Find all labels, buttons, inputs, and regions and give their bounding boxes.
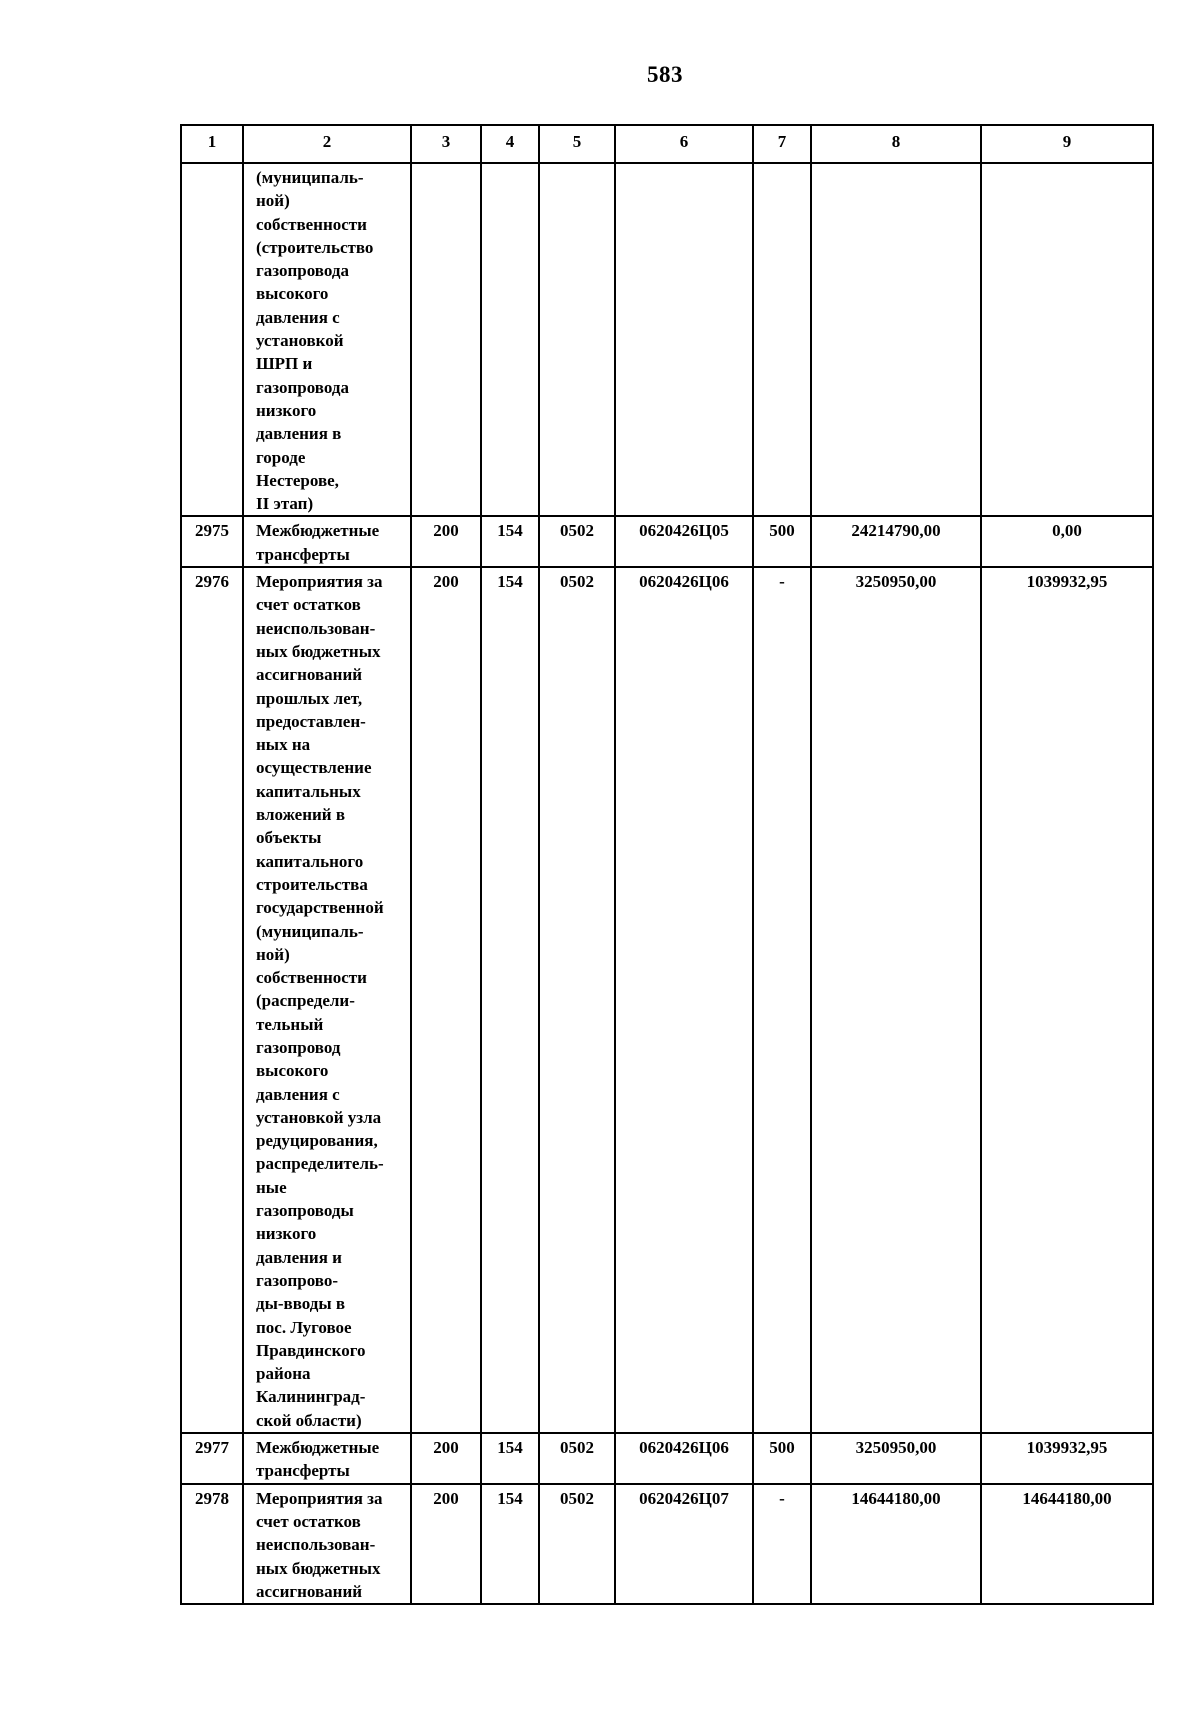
- table-header-row: [181, 125, 1153, 163]
- column-header: 6: [615, 125, 753, 163]
- table-row: [181, 567, 1153, 1433]
- cell-col4: 154: [481, 516, 539, 567]
- cell-col4: 154: [481, 567, 539, 1433]
- cell-col9: 1039932,95: [981, 567, 1153, 1433]
- cell-col5: 0502: [539, 1484, 615, 1604]
- cell-col7: [753, 163, 811, 516]
- table-row: [181, 1433, 1153, 1484]
- cell-col8: 3250950,00: [811, 567, 981, 1433]
- cell-col5: [539, 163, 615, 516]
- cell-col5: 0502: [539, 1433, 615, 1484]
- row-description: Межбюджетные трансферты: [243, 516, 411, 567]
- cell-col3: [411, 163, 481, 516]
- row-number: 2975: [181, 516, 243, 567]
- column-header: 3: [411, 125, 481, 163]
- row-number: [181, 163, 243, 516]
- cell-col8: [811, 163, 981, 516]
- column-header: 1: [181, 125, 243, 163]
- cell-col4: 154: [481, 1484, 539, 1604]
- row-description: (муниципаль- ной) собственности (строительство газопровода высокого давления с установкой ШРП и газопровода низкого давления в городе Нестерове, II этап): [243, 163, 411, 516]
- cell-col8: 3250950,00: [811, 1433, 981, 1484]
- cell-col5: 0502: [539, 516, 615, 567]
- cell-col6: 0620426Ц07: [615, 1484, 753, 1604]
- table-row: [181, 163, 1153, 516]
- column-header: 2: [243, 125, 411, 163]
- page-number: 583: [647, 62, 683, 87]
- cell-col3: 200: [411, 1484, 481, 1604]
- cell-col8: 14644180,00: [811, 1484, 981, 1604]
- row-description: Межбюджетные трансферты: [243, 1433, 411, 1484]
- table-row: [181, 1484, 1153, 1604]
- cell-col9: 0,00: [981, 516, 1153, 567]
- column-header: 7: [753, 125, 811, 163]
- cell-col9: [981, 163, 1153, 516]
- budget-table: [180, 124, 1154, 1605]
- row-description: Мероприятия за счет остатков неиспользован- ных бюджетных ассигнований прошлых лет, предоставлен- ных на осуществление капитальных вложений в объекты капитального строительства государственной (муниципаль- ной) собственности (распредели- тельный газопровод высокого давления с установкой узла редуцирования, распределитель- ные газопроводы низкого давления и газопрово- ды-вводы в пос. Луговое Правдинского района Калининград- ской области): [243, 567, 411, 1433]
- row-description: Мероприятия за счет остатков неиспользован- ных бюджетных ассигнований: [243, 1484, 411, 1604]
- column-header: 9: [981, 125, 1153, 163]
- cell-col8: 24214790,00: [811, 516, 981, 567]
- cell-col7: 500: [753, 1433, 811, 1484]
- cell-col6: 0620426Ц06: [615, 567, 753, 1433]
- cell-col4: [481, 163, 539, 516]
- cell-col6: 0620426Ц05: [615, 516, 753, 567]
- column-header: 5: [539, 125, 615, 163]
- cell-col3: 200: [411, 516, 481, 567]
- cell-col7: -: [753, 1484, 811, 1604]
- cell-col4: 154: [481, 1433, 539, 1484]
- cell-col7: 500: [753, 516, 811, 567]
- cell-col6: [615, 163, 753, 516]
- row-number: 2978: [181, 1484, 243, 1604]
- cell-col6: 0620426Ц06: [615, 1433, 753, 1484]
- row-number: 2976: [181, 567, 243, 1433]
- row-number: 2977: [181, 1433, 243, 1484]
- cell-col3: 200: [411, 1433, 481, 1484]
- cell-col9: 1039932,95: [981, 1433, 1153, 1484]
- column-header: 8: [811, 125, 981, 163]
- column-header: 4: [481, 125, 539, 163]
- cell-col9: 14644180,00: [981, 1484, 1153, 1604]
- cell-col7: -: [753, 567, 811, 1433]
- table-row: [181, 516, 1153, 567]
- cell-col5: 0502: [539, 567, 615, 1433]
- cell-col3: 200: [411, 567, 481, 1433]
